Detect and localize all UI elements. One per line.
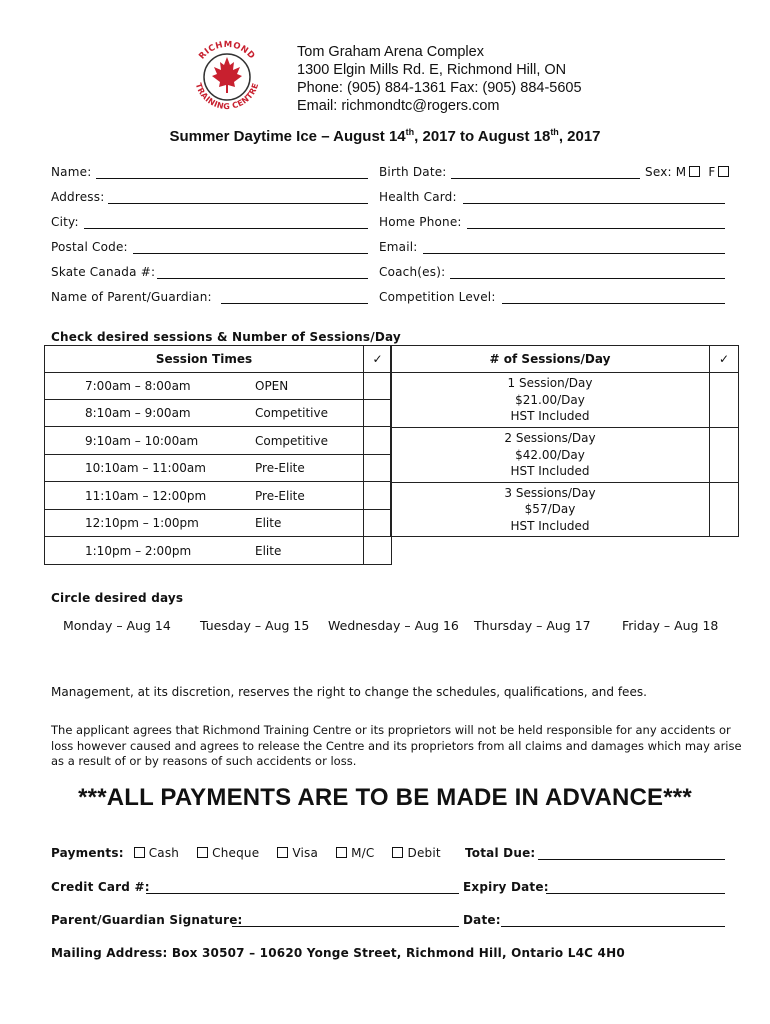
email-field[interactable] <box>423 253 725 254</box>
day-friday[interactable]: Friday – Aug 18 <box>622 618 719 633</box>
field-label-address: Address: <box>51 190 105 204</box>
credit-card-label: Credit Card #: <box>51 880 150 894</box>
visa-checkbox[interactable] <box>277 847 288 858</box>
header-block <box>297 43 582 115</box>
field-label-birth-date: Birth Date: <box>379 165 447 179</box>
session-row: 12:10pm – 1:00pm Elite <box>45 510 392 537</box>
sex-m-checkbox[interactable] <box>689 166 700 177</box>
field-label-name: Name: <box>51 165 92 179</box>
field-label-email: Email: <box>379 240 418 254</box>
cheque-checkbox[interactable] <box>197 847 208 858</box>
cash-checkbox[interactable] <box>134 847 145 858</box>
per-day-option: 3 Sessions/Day $57/Day HST Included <box>391 483 739 537</box>
field-label-competition-level: Competition Level: <box>379 290 496 304</box>
sessions-heading: Check desired sessions & Number of Sessions/Day <box>51 330 401 344</box>
session-times-table <box>44 345 392 565</box>
session-row: 10:10am – 11:00am Pre-Elite <box>45 455 392 482</box>
management-note: Management, at its discretion, reserves the right to change the schedules, qualifications, and fees. <box>51 685 647 699</box>
form-title: Summer Daytime Ice – August 14th, 2017 to August 18th, 2017 <box>169 127 601 145</box>
session-checkbox[interactable] <box>364 400 392 427</box>
org-email: Email: richmondtc@rogers.com <box>297 98 500 114</box>
logo-text-top: RICHMOND <box>197 39 257 62</box>
sessions-per-day-table <box>390 345 739 537</box>
expiry-date-field[interactable] <box>546 893 725 894</box>
postal-code-field[interactable] <box>133 253 368 254</box>
per-day-option: 1 Session/Day $21.00/Day HST Included <box>391 373 739 428</box>
session-row: 11:10am – 12:00pm Pre-Elite <box>45 482 392 510</box>
day-wednesday[interactable]: Wednesday – Aug 16 <box>328 618 459 633</box>
health-card-field[interactable] <box>463 203 725 204</box>
day-thursday[interactable]: Thursday – Aug 17 <box>474 618 591 633</box>
session-checkbox[interactable] <box>364 455 392 482</box>
logo-text-bottom: TRAINING CENTRE <box>193 81 261 112</box>
address-field[interactable] <box>108 203 368 204</box>
name-field[interactable] <box>96 178 368 179</box>
org-name: Tom Graham Arena Complex <box>297 44 484 60</box>
total-due-label: Total Due: <box>465 846 536 860</box>
birth-date-field[interactable] <box>451 178 640 179</box>
per-day-checkbox[interactable] <box>710 428 739 483</box>
advance-payment-notice: ***ALL PAYMENTS ARE TO BE MADE IN ADVANCE*** <box>78 784 692 811</box>
field-label-health-card: Health Card: <box>379 190 457 204</box>
credit-card-field[interactable] <box>146 893 459 894</box>
city-field[interactable] <box>84 228 368 229</box>
richmond-logo <box>187 37 267 117</box>
day-monday[interactable]: Monday – Aug 14 <box>63 618 171 633</box>
session-checkbox[interactable] <box>364 510 392 537</box>
session-checkbox[interactable] <box>364 427 392 455</box>
session-times-header: Session Times <box>45 346 364 373</box>
signature-field[interactable] <box>232 926 459 927</box>
sex-f-checkbox[interactable] <box>718 166 729 177</box>
debit-checkbox[interactable] <box>392 847 403 858</box>
org-phone-fax: Phone: (905) 884-1361 Fax: (905) 884-5605 <box>297 80 582 96</box>
per-day-checkbox[interactable] <box>710 483 739 537</box>
payment-options: Payments: Cash Cheque Visa M/C Debit <box>51 846 441 860</box>
mailing-address: Mailing Address: Box 30507 – 10620 Yonge Street, Richmond Hill, Ontario L4C 4H0 <box>51 946 625 960</box>
expiry-date-label: Expiry Date: <box>463 880 549 894</box>
session-row: 7:00am – 8:00am OPEN <box>45 373 392 400</box>
competition-level-field[interactable] <box>502 303 725 304</box>
waiver-text: The applicant agrees that Richmond Training Centre or its proprietors will not be held responsible for any accidents or loss however caused and agrees to release the Centre and its proprietors from all claims and damages which may arise as a result of or by reasons of such accidents or loss. <box>51 723 742 768</box>
signature-label: Parent/Guardian Signature: <box>51 913 243 927</box>
session-row: 8:10am – 9:00am Competitive <box>45 400 392 427</box>
home-phone-field[interactable] <box>467 228 725 229</box>
sex-selector: Sex: M F <box>645 165 729 179</box>
session-row: 1:10pm – 2:00pm Elite <box>45 537 392 565</box>
per-day-checkbox[interactable] <box>710 373 739 428</box>
session-row: 9:10am – 10:00am Competitive <box>45 427 392 455</box>
field-label-guardian: Name of Parent/Guardian: <box>51 290 212 304</box>
field-label-home-phone: Home Phone: <box>379 215 462 229</box>
org-address: 1300 Elgin Mills Rd. E, Richmond Hill, ON <box>297 62 567 78</box>
field-label-city: City: <box>51 215 79 229</box>
per-day-check-header: ✓ <box>710 346 739 373</box>
total-due-field[interactable] <box>538 859 725 860</box>
session-checkbox[interactable] <box>364 373 392 400</box>
guardian-name-field[interactable] <box>221 303 368 304</box>
field-label-skate-canada: Skate Canada #: <box>51 265 156 279</box>
day-tuesday[interactable]: Tuesday – Aug 15 <box>200 618 310 633</box>
field-label-postal: Postal Code: <box>51 240 128 254</box>
per-day-option: 2 Sessions/Day $42.00/Day HST Included <box>391 428 739 483</box>
mc-checkbox[interactable] <box>336 847 347 858</box>
session-checkbox[interactable] <box>364 537 392 565</box>
date-label: Date: <box>463 913 501 927</box>
per-day-header: # of Sessions/Day <box>391 346 710 373</box>
field-label-coaches: Coach(es): <box>379 265 446 279</box>
payments-label: Payments: <box>51 846 124 860</box>
coaches-field[interactable] <box>450 278 725 279</box>
date-field[interactable] <box>501 926 725 927</box>
days-heading: Circle desired days <box>51 591 184 605</box>
skate-canada-field[interactable] <box>157 278 368 279</box>
session-check-header: ✓ <box>364 346 392 373</box>
session-checkbox[interactable] <box>364 482 392 510</box>
